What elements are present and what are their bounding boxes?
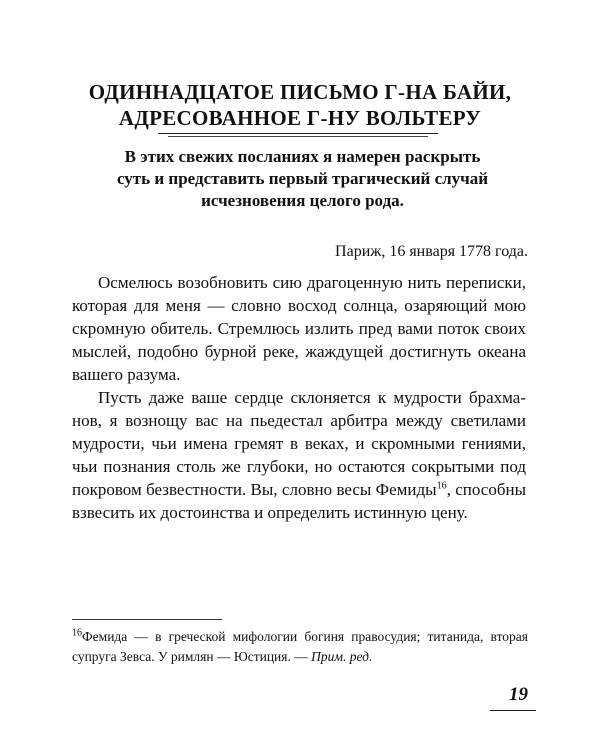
chapter-title-line-2: АДРЕСОВАННОЕ Г-НУ ВОЛЬТЕРУ [118, 106, 482, 130]
footnote-reference[interactable]: 16 [436, 480, 447, 492]
footnote-divider [72, 619, 222, 620]
body-line-text: покровом безвестности. Вы, словно весы Фемиды [72, 480, 437, 499]
body-line: которая для меня — словно восход солнца, озаряющий мою [72, 296, 526, 315]
page-number: 19 [509, 684, 528, 705]
epigraph-line-1: В этих свежих посланиях я намерен раскрыть [124, 147, 481, 166]
body-line: Пусть даже ваше сердце склоняется к мудрости брахма- [98, 388, 526, 407]
body-line: нов, я вознощу вас на пьедестал арбитра между светилами [72, 411, 526, 430]
epigraph-line-3: исчезновения целого рода. [201, 191, 404, 210]
body-line: мудрости, чьи имена гремят в веках, и скромными гениями, [72, 434, 526, 453]
body-line: мыслей, подобно бурной реке, жаждущей достигнуть океана [72, 342, 526, 361]
letter-dateline: Париж, 16 января 1778 года. [335, 243, 528, 260]
epigraph-line-2: суть и представить первый трагический случай [116, 169, 489, 188]
footnote-text-1: Фемида — в греческой мифологии богиня правосудия; титанида, вторая [82, 629, 528, 644]
page-number-underline [490, 710, 536, 711]
chapter-title-line-1: ОДИННАДЦАТОЕ ПИСЬМО Г-НА БАЙИ, [88, 80, 512, 104]
body-line: скромную обитель. Стремлюсь излить пред вами поток своих [72, 319, 526, 338]
body-line: взвесить их достоинства и определить истинную цену. [72, 503, 468, 522]
body-line-with-footnote [72, 479, 526, 501]
footnote-line-2 [72, 647, 528, 666]
body-line-tail: , способны [446, 480, 526, 499]
body-line: чьи познания столь же глубоки, но остаются сокрытыми под [72, 457, 526, 476]
footnote-line-1 [72, 627, 528, 646]
body-line: вашего разума. [72, 365, 181, 384]
editor-note: Прим. ред. [311, 649, 373, 664]
body-line: Осмелюсь возобновить сию драгоценную нить переписки, [98, 273, 526, 292]
footnote-text-2: супруга Зевса. У римлян — Юстиция. — [72, 649, 308, 664]
footnote-marker: 16 [72, 627, 82, 639]
